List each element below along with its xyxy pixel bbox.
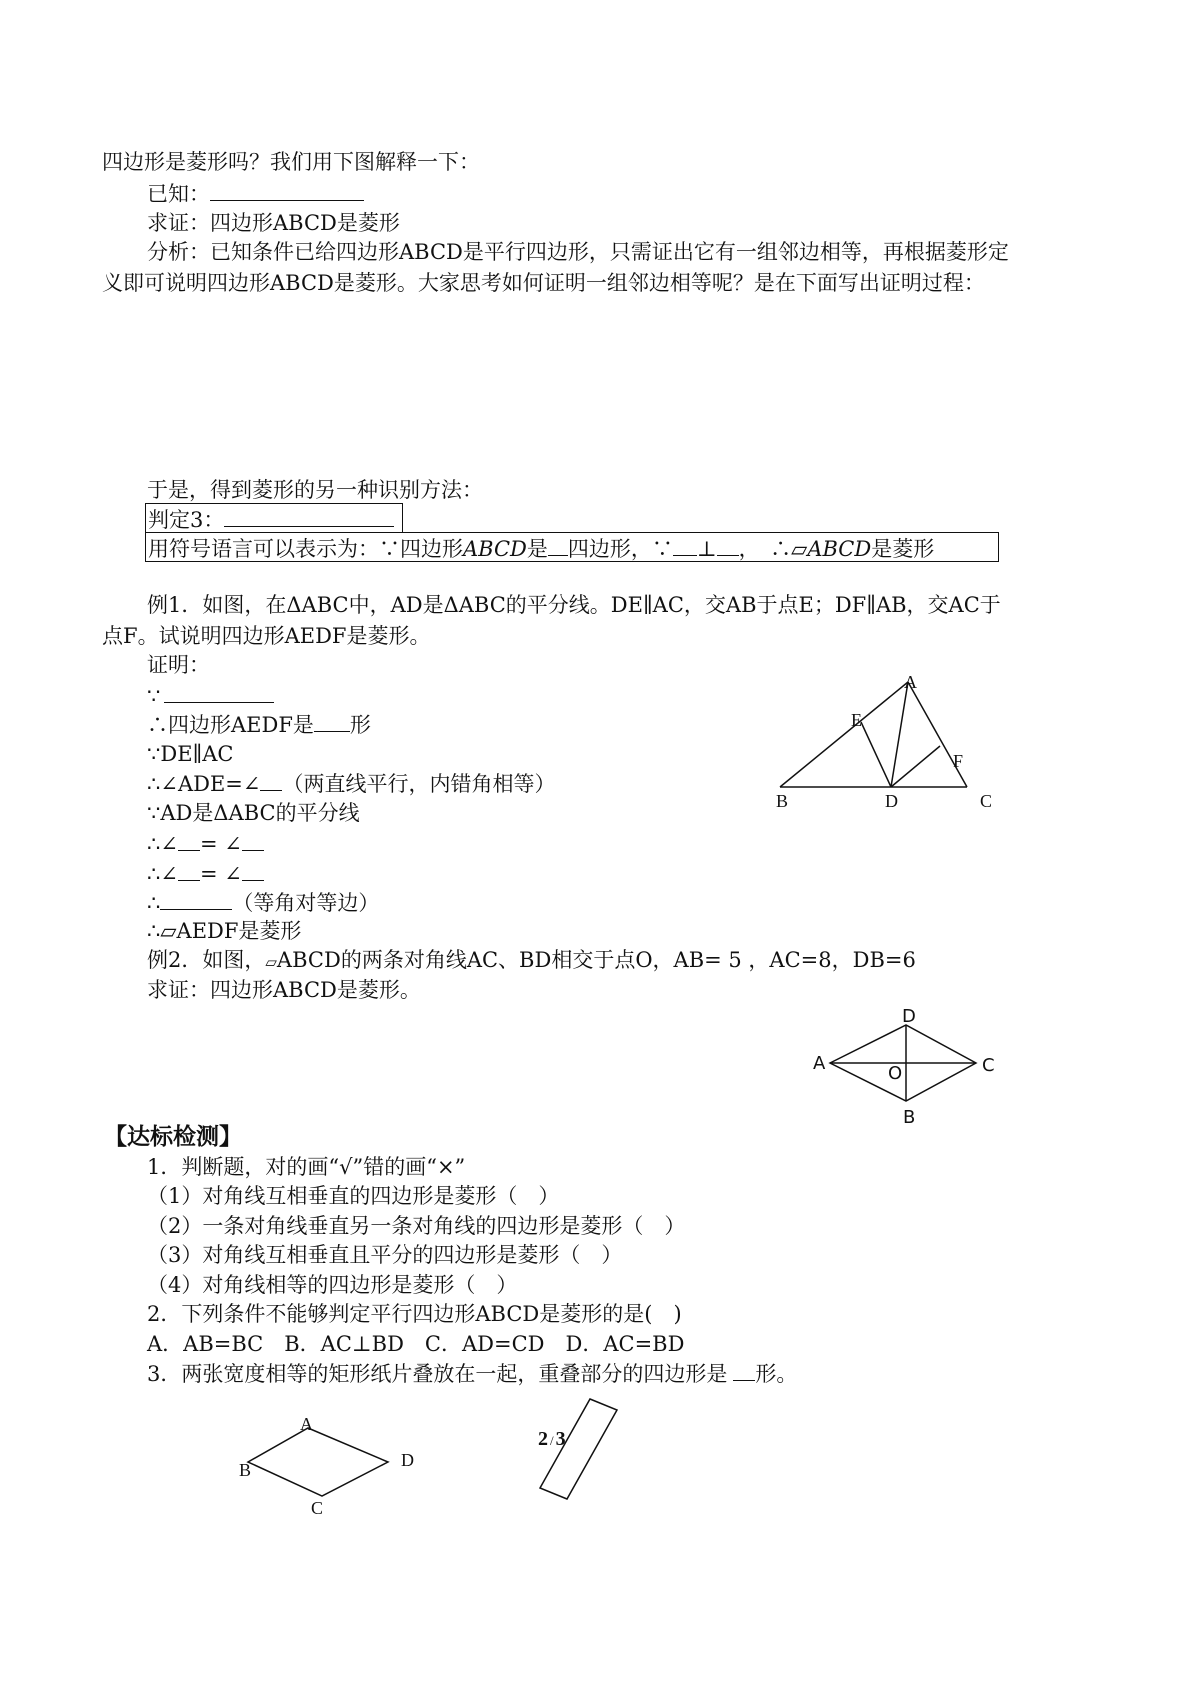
proof-step-5: ∵AD是ΔABC的平分线 — [147, 801, 360, 825]
proof-step-9 — [147, 916, 301, 946]
label-A: A — [300, 1414, 313, 1434]
page-number — [538, 1428, 566, 1451]
label-D: D — [885, 791, 898, 811]
proof-step-7-mid: = ∠ — [199, 862, 242, 886]
label-C: C — [982, 1055, 995, 1076]
proof-step-8 — [147, 887, 379, 918]
proof-blank-5[interactable] — [242, 828, 264, 851]
question-1-item-1: （1）对角线互相垂直的四边形是菱形（ ） — [147, 1184, 560, 1208]
rhombus-figure-q3 — [230, 1410, 430, 1520]
example-1-text: 例1．如图，在ΔABC中，AD是ΔABC的平分线。DE∥AC，交AB于点E；DF∥AB，交AC于点F。试说明四边形AEDF是菱形。 — [102, 593, 1001, 648]
question-3-blank[interactable] — [733, 1358, 755, 1381]
so-line: 于是，得到菱形的另一种识别方法： — [147, 478, 483, 502]
proof-step-9-text: AEDF是菱形 — [176, 919, 302, 943]
label-C: C — [311, 1498, 324, 1518]
therefore-symbol-2: ∴ — [147, 919, 161, 943]
page-separator: / — [550, 1433, 554, 1448]
proof-blank-8[interactable] — [160, 887, 232, 910]
proof-step-6-text: ∴∠ — [147, 832, 178, 856]
check-heading: 【达标检测】 — [104, 1124, 242, 1150]
symbol-blank-1[interactable] — [548, 533, 568, 556]
proof-step-8-reason: （等角对等边） — [232, 891, 380, 915]
parallelogram-icon: ▱ — [265, 953, 277, 971]
label-A: A — [904, 672, 917, 692]
symbol-blank-2[interactable] — [673, 533, 697, 556]
proof-blank-2[interactable] — [314, 709, 350, 732]
label-B: B — [903, 1107, 916, 1128]
perp-symbol: ⊥ — [696, 537, 717, 561]
label-E: E — [851, 710, 862, 730]
proof-blank-3[interactable] — [260, 768, 282, 791]
paper-strip-figure — [535, 1398, 635, 1508]
proof-step-2 — [147, 709, 371, 740]
question-3 — [147, 1358, 797, 1389]
symbol-text-1: 用符号语言可以表示为：∵四边形 — [148, 537, 463, 561]
intro-text: 四边形是菱形吗？我们用下图解释一下： — [102, 150, 480, 174]
triangle-figure-ex1 — [770, 670, 1030, 820]
criterion-3-blank[interactable] — [224, 504, 394, 527]
label-C: C — [980, 791, 993, 811]
rhombus-figure-ex2 — [810, 1005, 1010, 1135]
symbol-text-5: 是菱形 — [871, 537, 935, 561]
criterion-3-box — [145, 503, 403, 533]
parallelogram-icon: ▱ — [791, 537, 808, 561]
example-2-label: 例2．如图， — [147, 948, 266, 972]
known-blank[interactable] — [210, 178, 364, 201]
question-3-text: 3．两张宽度相等的矩形纸片叠放在一起，重叠部分的四边形是 — [147, 1362, 728, 1386]
label-D: D — [401, 1450, 414, 1470]
label-B: B — [239, 1460, 252, 1480]
symbol-abcd: ABCD — [463, 537, 527, 561]
label-D: D — [902, 1006, 916, 1027]
question-2-options: A．AB=BC B．AC⊥BD C．AD=CD D．AC=BD — [147, 1332, 685, 1356]
proof-step-3: ∵DE∥AC — [147, 742, 234, 766]
question-3-tail: 形。 — [755, 1362, 798, 1386]
proof-step-4-text: ∴∠ADE=∠ — [147, 772, 261, 796]
example-2-line-2: 求证：四边形ABCD是菱形。 — [147, 978, 421, 1002]
label-A: A — [813, 1053, 826, 1074]
known-line — [147, 178, 364, 209]
criterion-3-label: 判定3： — [148, 508, 225, 532]
proof-step-6 — [147, 828, 264, 859]
because-symbol: ∵ — [147, 684, 161, 708]
proof-step-6-mid: = ∠ — [199, 832, 242, 856]
question-1-item-3: （3）对角线互相垂直且平分的四边形是菱形（ ） — [147, 1243, 623, 1267]
question-2: 2．下列条件不能够判定平行四边形ABCD是菱形的是( ) — [147, 1302, 682, 1326]
proof-step-2-tail: 形 — [349, 713, 371, 737]
therefore-symbol: ∴ — [147, 891, 161, 915]
proof-blank-4[interactable] — [178, 828, 200, 851]
prove-line: 求证：四边形ABCD是菱形 — [147, 211, 400, 235]
question-1-item-4: （4）对角线相等的四边形是菱形（ ） — [147, 1273, 518, 1297]
page-current: 2 — [538, 1428, 548, 1450]
label-O: O — [888, 1063, 903, 1084]
symbol-text-4: ， ∴ — [738, 537, 792, 561]
page-total: 3 — [555, 1428, 566, 1450]
known-label: 已知： — [147, 182, 210, 206]
analysis-paragraph: 分析：已知条件已给四边形ABCD是平行四边形，只需证出它有一组邻边相等，再根据菱形定义即可说明四边形ABCD是菱形。大家思考如何证明一组邻边相等呢？是在下面写出证明过程： — [102, 240, 1009, 295]
proof-step-4-reason: （两直线平行，内错角相等） — [282, 772, 556, 796]
label-B: B — [776, 791, 789, 811]
question-1-item-2: （2）一条对角线垂直另一条对角线的四边形是菱形（ ） — [147, 1214, 686, 1238]
symbol-abcd-2: ABCD — [807, 537, 872, 561]
proof-blank-1[interactable] — [164, 680, 274, 703]
proof-label: 证明： — [147, 653, 210, 677]
proof-blank-7[interactable] — [242, 858, 264, 881]
proof-step-7-text: ∴∠ — [147, 862, 178, 886]
question-1: 1．判断题，对的画“√”错的画“×” — [147, 1155, 466, 1179]
proof-step-4 — [147, 768, 555, 799]
parallelogram-icon: ▱ — [160, 919, 177, 943]
proof-step-2-text: ∴四边形AEDF是 — [147, 713, 314, 737]
symbol-language-box — [145, 532, 999, 562]
label-F: F — [953, 751, 964, 771]
symbol-blank-3[interactable] — [717, 533, 739, 556]
example-2-line-1 — [147, 945, 916, 977]
symbol-text-2: 是 — [526, 537, 548, 561]
example-2-condition: ABCD的两条对角线AC、BD相交于点O，AB= 5 ，AC=8，DB=6 — [276, 948, 916, 972]
proof-blank-6[interactable] — [178, 858, 200, 881]
proof-step-7 — [147, 858, 264, 889]
proof-step-1 — [147, 680, 274, 711]
symbol-text-3: 四边形，∵ — [567, 537, 673, 561]
